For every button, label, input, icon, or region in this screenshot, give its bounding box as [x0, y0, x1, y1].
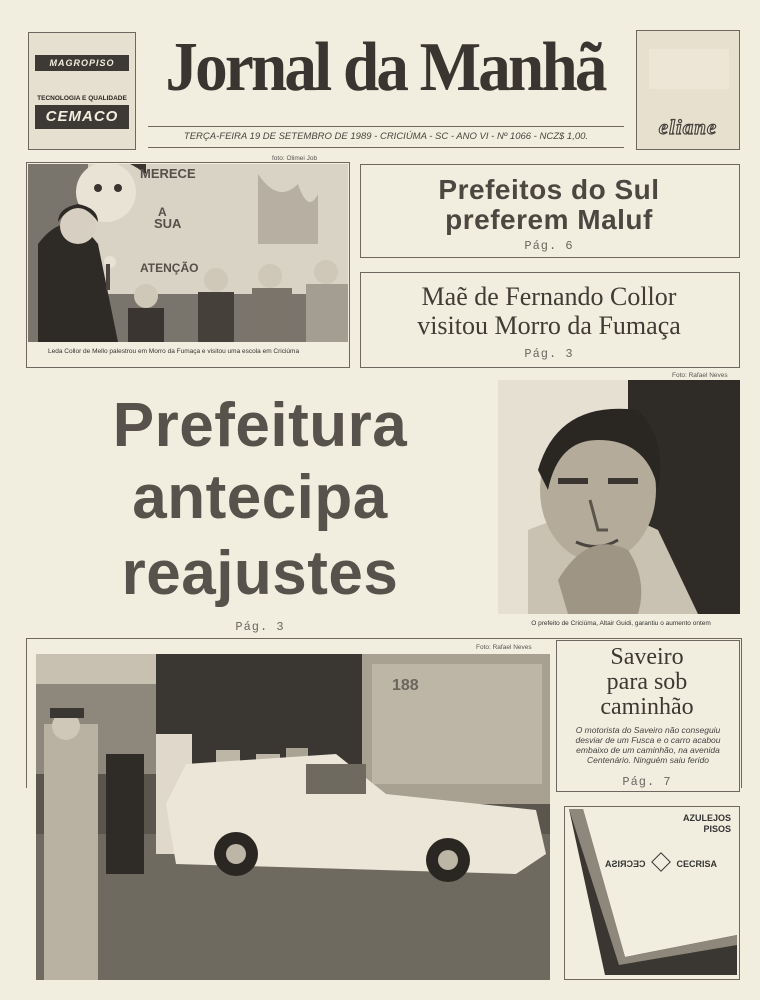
page-ref-sul: Pág. 6 [524, 239, 574, 253]
photo-caption-top: Leda Collor de Mello palestrou em Morro da Fumaça e visitou uma escola em Criciúma [48, 348, 300, 355]
headline-saveiro-line1: Saveiro [610, 644, 684, 670]
page-ref-saveiro: Pág. 7 [622, 775, 672, 789]
photo-prefeito-image [498, 380, 740, 614]
page-ref-collor: Pág. 3 [524, 347, 574, 361]
photo-caption-main: O prefeito de Criciúma, Altair Guidi, garantiu o aumento ontem [531, 620, 711, 627]
ad-cecrisa-brand: CECRISA [676, 859, 718, 869]
ad-brand-cemaco: CEMACO [35, 105, 129, 129]
svg-text:188: 188 [392, 677, 419, 694]
ad-eliane-logo: eliane [658, 115, 718, 139]
ad-brand-magropiso: MAGROPISO [35, 55, 129, 71]
ad-eliane [636, 30, 740, 150]
ad-faded-area [649, 49, 729, 89]
story-box-saveiro [556, 640, 740, 792]
main-headline-line1: Prefeitura [112, 391, 408, 460]
ad-cecrisa-brand-mirror: CECRISA [605, 859, 646, 869]
photo-acidente [36, 654, 550, 980]
svg-text:ATENÇÃO: ATENÇÃO [140, 261, 199, 275]
photo-prefeito [498, 380, 740, 614]
ad-magropiso-cemaco [28, 32, 136, 150]
svg-text:A: A [158, 205, 167, 219]
svg-text:SUA: SUA [154, 216, 182, 231]
ad-cecrisa-azulejos: AZULEJOS [682, 813, 731, 823]
headline-saveiro-line2: para sob [606, 669, 688, 695]
svg-text:MERECE: MERECE [140, 166, 196, 181]
photo-credit-main: Foto: Rafael Neves [672, 372, 728, 379]
headline-sul-line1: Prefeitos do Sul [438, 174, 660, 205]
newspaper-title: Jornal da Manhã [165, 29, 605, 106]
dateline: TERÇA-FEIRA 19 DE SETEMBRO DE 1989 - CRICIÚMA - SC - ANO VI - Nº 1066 - NCZ$ 1,00. [148, 126, 624, 148]
ad-cecrisa [564, 806, 740, 980]
page-ref-main: Pág. 3 [235, 620, 285, 634]
story-box-collor [360, 272, 740, 368]
headline-sul-line2: preferem Maluf [445, 204, 653, 235]
ad-tagline: TECNOLOGIA E QUALIDADE [37, 95, 127, 102]
main-headline-line2: antecipa [132, 463, 388, 532]
photo-credit-top: foto: Olimei Job [272, 155, 318, 162]
headline-collor-line2: visitou Morro da Fumaça [417, 311, 681, 340]
headline-saveiro-line3: caminhão [600, 694, 694, 720]
ad-cecrisa-graphic [565, 807, 737, 977]
story-saveiro-text: O motorista do Saveiro não conseguiu desviar de um Fusca e o carro acabou embaixo de um caminhão, na avenida Centenário. Ninguém saiu ferido [575, 725, 721, 765]
main-headline-line3: reajustes [121, 539, 399, 608]
ad-cecrisa-pisos: PISOS [703, 824, 731, 834]
headline-collor-line1: Maẽ de Fernando Collor [421, 282, 677, 311]
story-box-sul [360, 164, 740, 258]
photo-leda-collor-image [28, 164, 348, 342]
photo-acidente-image [36, 654, 550, 980]
photo-leda-collor [28, 164, 348, 342]
photo-credit-bottom: Foto: Rafael Neves [476, 644, 532, 651]
